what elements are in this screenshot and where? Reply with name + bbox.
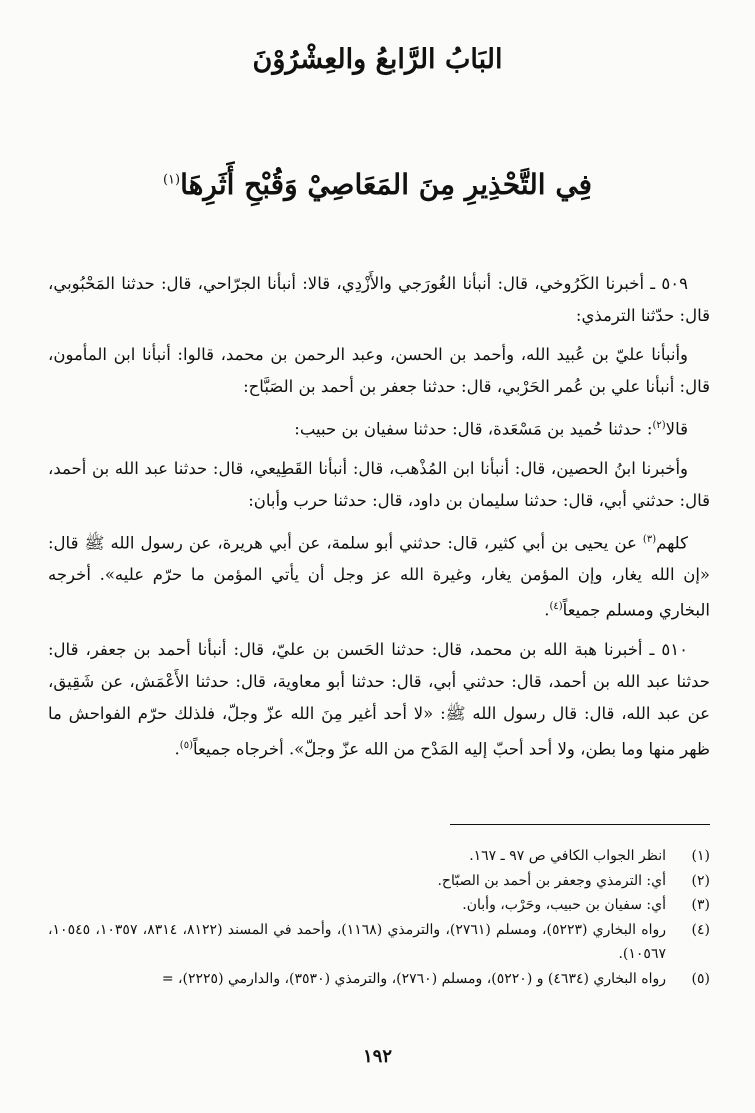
footnote-item [48, 869, 710, 894]
paragraph-text: قالا [665, 419, 688, 439]
footnote-divider [450, 824, 710, 825]
page-number: ١٩٢ [362, 1046, 392, 1067]
footnote-item [48, 918, 710, 967]
footnote-number: (٥) [691, 970, 710, 987]
footnote-ref: (٤) [549, 601, 563, 612]
footnote-ref: (٣) [642, 533, 657, 545]
section-title-footnote-ref: (١) [162, 172, 181, 188]
footnote-number: (٢) [691, 872, 710, 889]
paragraph-text: : حدثنا حُميد بن مَسْعَدة، قال: حدثنا سفيان بن حبيب: [294, 419, 653, 439]
paragraph-isnad-2: وأنبأنا عليّ بن عُبيد الله، وأحمد بن الحسن، وعبد الرحمن بن محمد، قالوا: أنبأنا ابن المأمون، قال: أنبأنا علي بن عُمر الحَرْبي، قال: حدثنا جعفر بن أحمد بن الصَبَّاح: [48, 345, 710, 396]
footnote-ref: (٢) [652, 420, 666, 431]
footnote-text: أي: الترمذي وجعفر بن أحمد بن الصبّاح. [437, 872, 666, 889]
footnote-ref: (٥) [179, 739, 193, 751]
footnote-item [48, 893, 710, 918]
footnotes [48, 844, 710, 991]
paragraph-isnad-4: وأخبرنا ابنُ الحصين، قال: أنبأنا ابن المُذْهب، قال: أنبأنا القَطِيعي، قال: حدثنا عبد الله بن أحمد، قال: حدثني أبي، قال: حدثنا سليمان بن داود، قال: حدثنا حرب وأبان: [48, 458, 710, 510]
footnote-text: رواه البخاري (٥٢٢٣)، ومسلم (٢٧٦١)، والترمذي (١١٦٨)، وأحمد في المسند (٨١٢٢، ٨٣١٤، ١٠٣٥٧، ١٠٥٤٥، ١٠٥٦٧). [48, 921, 667, 962]
paragraph-text: . [174, 739, 180, 758]
paragraph-510 [48, 634, 710, 766]
footnote-text: انظر الجواب الكافي ص ٩٧ ـ ١٦٧. [469, 848, 666, 864]
footnote-number: (١) [691, 848, 710, 864]
paragraph-509: ٥٠٩ ـ أخبرنا الكَرُوخي، قال: أنبأنا الغُورَجي والأَزْدِي، قالا: أنبأنا الجرّاحي، قال: حدثنا المَحْبُوبي، قال: حدّثنا الترمذي: [48, 274, 710, 325]
paragraph-isnad-3 [48, 410, 710, 446]
paragraph-text: كلهم [656, 533, 688, 552]
main-text [48, 268, 710, 772]
section-title [0, 168, 755, 201]
footnote-text: رواه البخاري (٤٦٣٤) و (٥٢٢٠)، ومسلم (٢٧٦٠)، والترمذي (٣٥٣٠)، والدارمي (٢٢٢٥)، = [161, 970, 666, 987]
footnote-text: أي: سفيان بن حبيب، وحَرْب، وأبان. [462, 897, 666, 913]
footnote-item [48, 844, 710, 869]
footnote-item [48, 967, 710, 992]
paragraph-text: عن يحيى بن أبي كثير، قال: حدثني أبو سلمة، عن أبي هريرة، عن رسول الله ﷺ قال: «إن الله يغار، وإن المؤمن يغار، وغيرة الله عز وجل أن يأتي المؤمن ما حرّم عليه». أخرجه البخاري ومسلم جميعاً [48, 533, 710, 620]
section-title-text: فِي التَّحْذِيرِ مِنَ المَعَاصِيْ وَقُبْحِ أَثَرِهَا [180, 168, 593, 201]
paragraph-hadith-509 [48, 524, 710, 627]
paragraph-text: . [544, 600, 550, 620]
footnote-number: (٣) [691, 897, 710, 913]
chapter-title: البَابُ الرَّابعُ والعِشْرُوْنَ [252, 44, 503, 75]
footnote-number: (٤) [691, 921, 710, 938]
paragraph-text: ٥١٠ ـ أخبرنا هبة الله بن محمد، قال: حدثنا الحَسن بن عليّ، قال: أنبأنا أحمد بن جعفر، قال: حدثنا عبد الله بن أحمد، قال: حدثني أبي، قال: حدثنا أبو معاوية، قال: حدثنا الأَعْمَش، عن شَقِيق، عن عبد الله، قال: قال رسول الله ﷺ: «لا أحد أغير مِنَ الله عزّ وجلّ، فلذلك حرّم الفواحش ما ظهر منها وما بطن، ولا أحد أحبّ إليه المَدْح من الله عزّ وجلّ». أخرجاه جميعاً [48, 639, 710, 758]
